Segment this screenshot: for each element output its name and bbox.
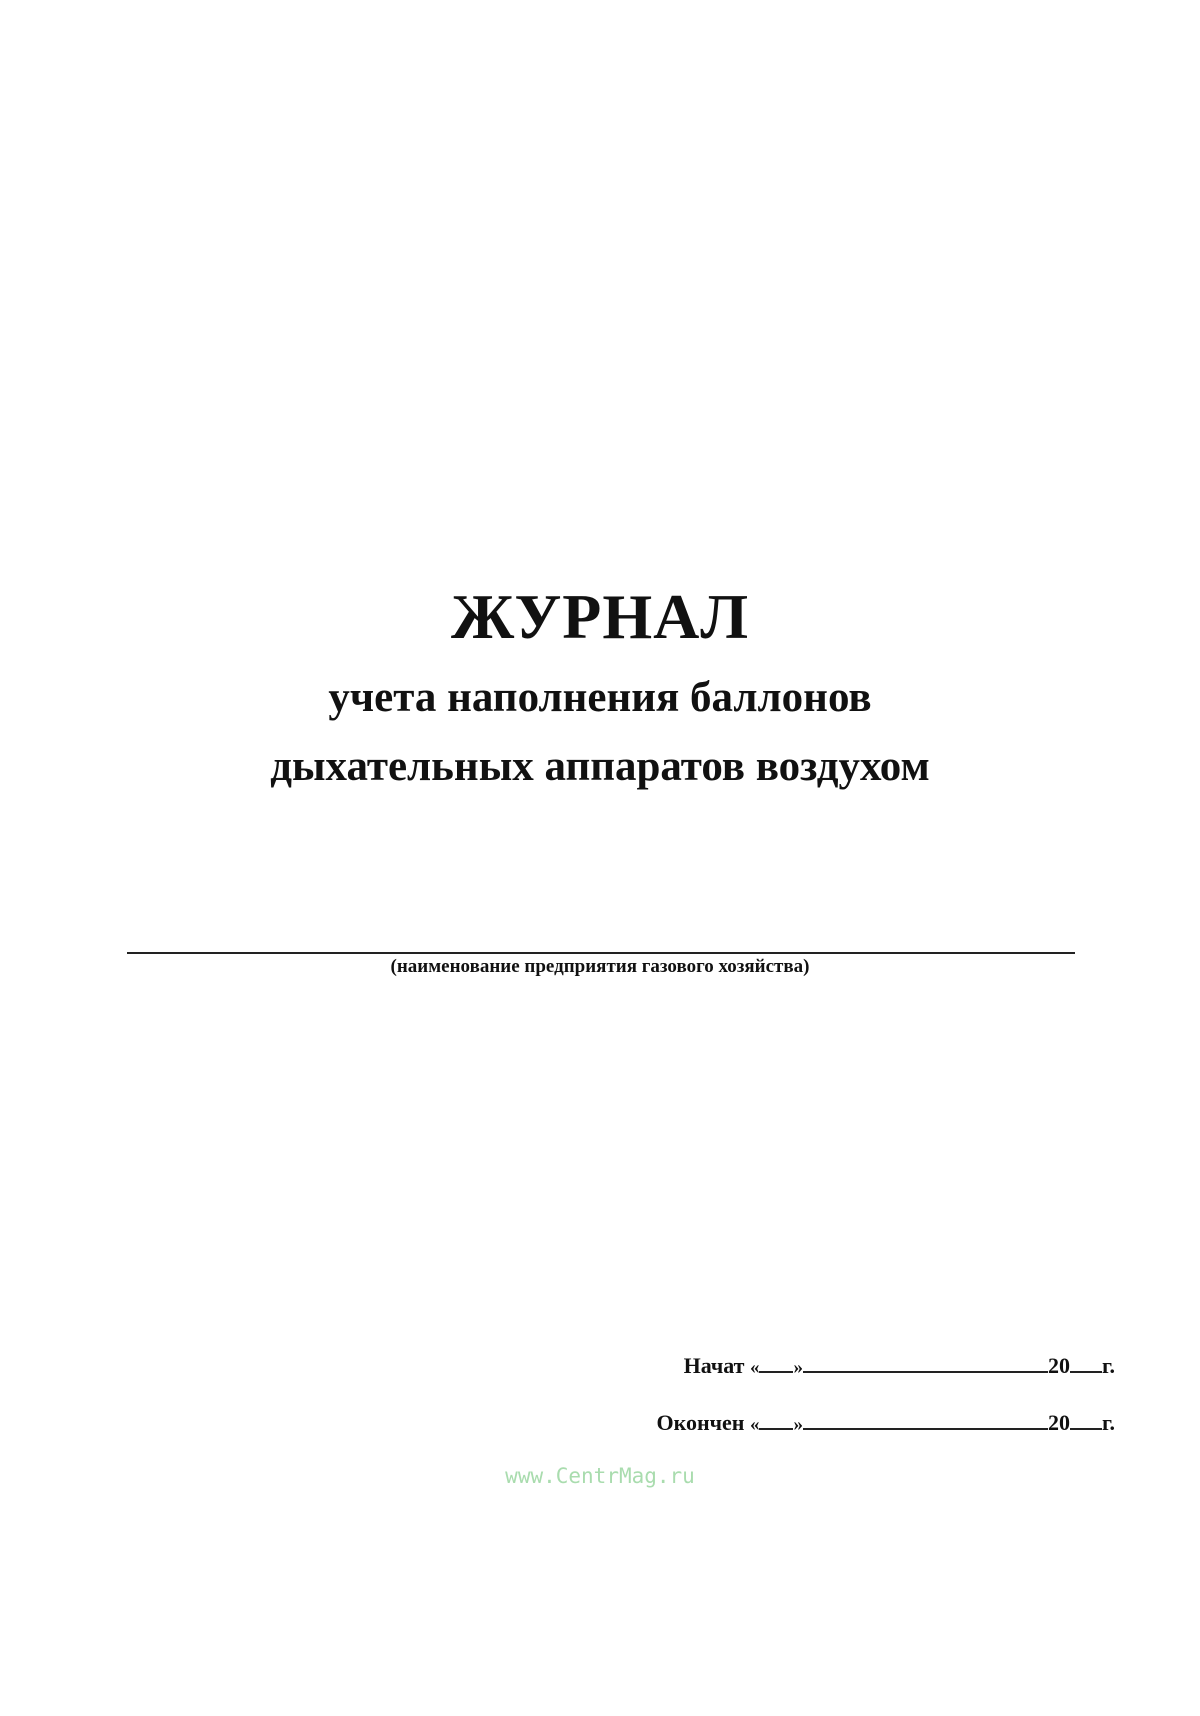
year-suffix: г.: [1101, 1410, 1115, 1435]
started-date-row: [684, 1353, 1115, 1377]
finished-label: Окончен: [656, 1410, 745, 1435]
organization-caption: (наименование предприятия газового хозяйства): [390, 956, 810, 977]
started-label: Начат: [683, 1353, 745, 1378]
quote-open: «: [749, 1357, 760, 1378]
year-prefix: 20: [1047, 1410, 1070, 1435]
day-blank: [759, 1353, 793, 1373]
month-blank: [803, 1410, 1048, 1430]
document-subtitle-line1: учета наполнения баллонов: [328, 674, 872, 721]
day-blank: [759, 1410, 793, 1430]
quote-open: «: [749, 1414, 760, 1435]
watermark-url: www.CentrMag.ru: [505, 1464, 695, 1488]
finished-date-row: [656, 1410, 1115, 1434]
quote-close: »: [793, 1414, 803, 1435]
quote-close: »: [793, 1357, 803, 1378]
year-blank: [1070, 1353, 1102, 1373]
year-suffix: г.: [1101, 1353, 1115, 1378]
document-subtitle-line2: дыхательных аппаратов воздухом: [270, 743, 930, 790]
year-blank: [1070, 1410, 1102, 1430]
year-prefix: 20: [1047, 1353, 1070, 1378]
month-blank: [803, 1353, 1048, 1373]
organization-name-blank-line: [127, 952, 1075, 954]
document-title: ЖУРНАЛ: [450, 581, 750, 652]
